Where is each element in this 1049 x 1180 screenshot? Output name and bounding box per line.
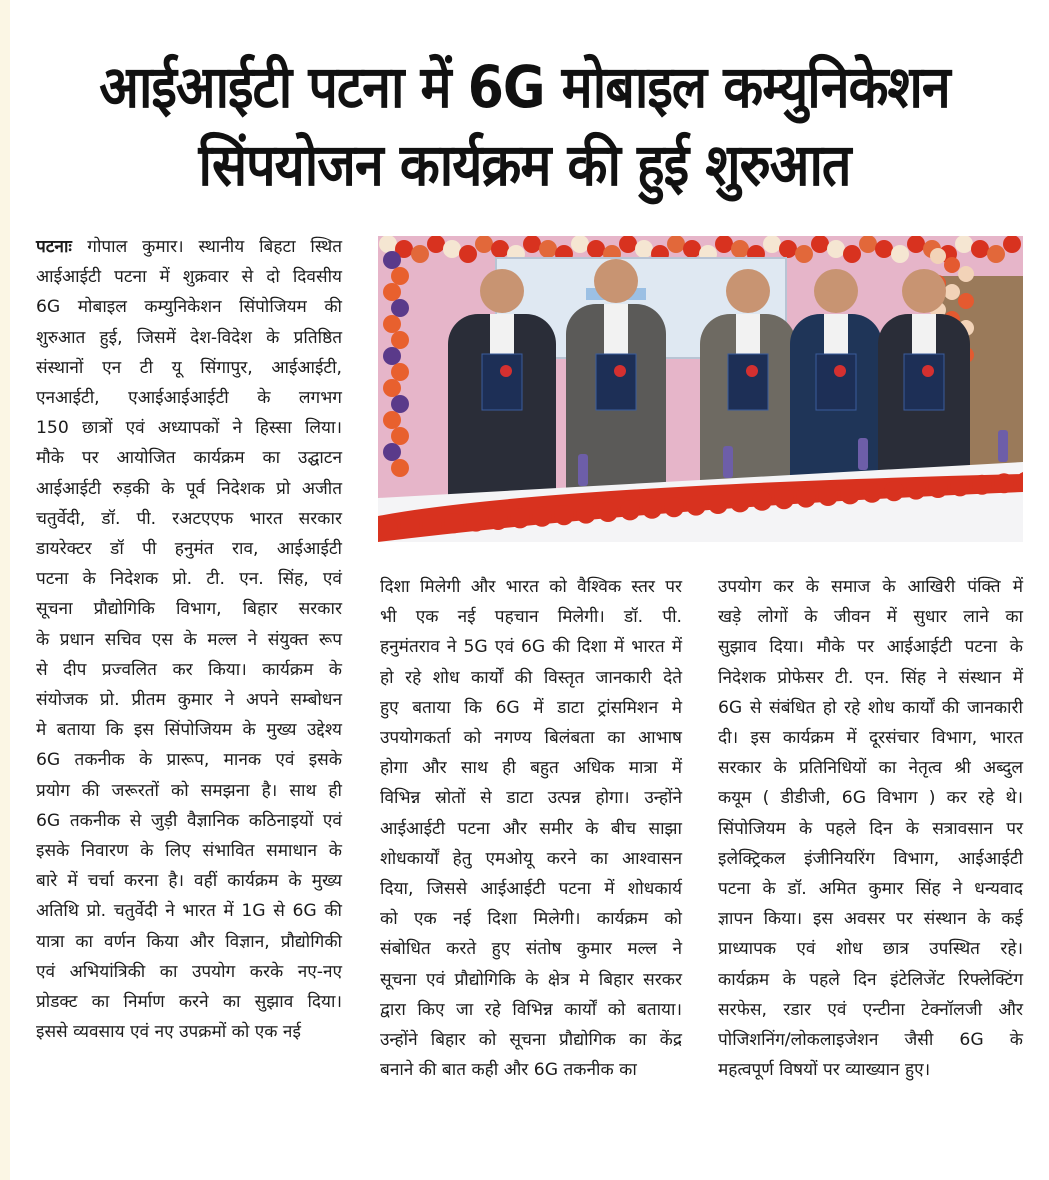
article-line: शोधकार्यों हेतु एमओयू करने का आश्वासन [380, 848, 682, 869]
flower-decoration [635, 240, 653, 258]
article-line: बारे में चर्चा करना है। वहीं कार्यक्रम के मुख्य [36, 871, 342, 892]
flower-decoration [587, 240, 605, 258]
water-bottle [998, 430, 1008, 462]
table-flower [488, 510, 508, 530]
article-line: एनआईटी, एआईआईआईटी के लगभग [36, 388, 342, 409]
article-line: विभिन्न स्रोतों से डाटा उत्पन्न होगा। उन्होंने [380, 788, 682, 809]
article-line: सूचना प्रौद्योगिकि विभाग, बिहार सरकार [36, 599, 342, 620]
water-bottle [723, 446, 733, 478]
table-flower [796, 488, 816, 508]
article-column-2 [380, 572, 682, 1085]
flower-decoration [958, 293, 974, 309]
flower-decoration [383, 443, 401, 461]
flower-decoration [411, 245, 429, 263]
headline-line-1: आईआईटी पटना में 6G मोबाइल कम्युनिकेशन [99, 54, 950, 123]
article-line: दी। इस कार्यक्रम में दूरसंचार विभाग, भारत [718, 728, 1023, 749]
article-line: उपयोग कर के समाज के आखिरी पंक्ति में [718, 577, 1023, 597]
article-line: पटना के डॉ. अमित कुमार सिंह ने धन्यवाद [718, 879, 1023, 900]
flower-decoration [383, 315, 401, 333]
article-line: कयूम ( डीडीजी, 6G विभाग ) कर रहे थे। [718, 788, 1023, 809]
article-line: खड़े लोगों के जीवन में सुधार लाने का [718, 607, 1023, 628]
table-flower [620, 500, 640, 520]
article-line: चतुर्वेदी, डॉ. पी. रअटएएफ भारत सरकार [36, 508, 342, 529]
person-1-face [480, 269, 524, 313]
article-line: यात्रा का वर्णन किया और विज्ञान, प्रौद्योगिकी [36, 931, 342, 952]
flower-decoration [391, 459, 409, 477]
article-line: अतिथि प्रो. चतुर्वेदी ने भारत में 1G से 6G की [36, 901, 342, 922]
article-line: शुरुआत हुई, जिसमें देश-विदेश के प्रतिष्ठित [36, 327, 342, 348]
booklet-logo [922, 365, 934, 377]
article-line: 6G तकनीक से जुड़ी वैज्ञानिक कठिनाइयों एवं [36, 810, 342, 831]
table-flower [422, 515, 442, 535]
table-flower [686, 496, 706, 516]
water-bottle [578, 454, 588, 486]
flower-decoration [391, 427, 409, 445]
article-line: सूचना एवं प्रौद्योगिकि के क्षेत्र मे बिहार सरकर [380, 969, 682, 990]
table-flower [752, 491, 772, 511]
news-photo-illustration [378, 236, 1023, 542]
article-line: 6G तकनीक के प्रारूप, मानक एवं इसके [36, 750, 342, 771]
booklet-logo [500, 365, 512, 377]
flower-decoration [944, 284, 960, 300]
article-line: मौके पर आयोजित कार्यक्रम का उद्घाटन [36, 448, 342, 469]
table-flower [840, 484, 860, 504]
flower-decoration [779, 240, 797, 258]
flower-decoration [971, 240, 989, 258]
headline-line-2: सिंपयोजन कार्यक्रम की हुई शुरुआत [198, 132, 851, 201]
article-column-1 [36, 232, 342, 1047]
headline [0, 49, 1049, 205]
flower-decoration [731, 240, 749, 258]
article-line: दिया, जिससे आईआईटी पटना में शोधकार्य [380, 879, 682, 900]
flower-decoration [491, 240, 509, 258]
flower-decoration [987, 245, 1005, 263]
table-flower [950, 476, 970, 496]
table-flower [994, 473, 1014, 493]
article-line: संबोधित करते हुए संतोष कुमार मल्ल ने [380, 939, 682, 960]
article-line: 6G से संबंधित हो रहे शोध कार्यों की जानकारी [718, 697, 1023, 718]
article-line: पटना के निदेशक प्रो. टी. एन. सिंह, एवं [36, 569, 342, 590]
flower-decoration [930, 248, 946, 264]
water-bottle [858, 438, 868, 470]
article-line-text: गोपाल कुमार। स्थानीय बिहटा स्थित [87, 237, 343, 257]
person-5-face [902, 269, 946, 313]
dateline: पटनाः [36, 237, 88, 257]
article-column-3 [718, 572, 1023, 1085]
table-flower [906, 480, 926, 500]
table-flower [730, 492, 750, 512]
table-flower [466, 512, 486, 532]
article-line: सरकार के प्रतिनिधियों का नेतृत्व श्री अब्दुल [718, 758, 1023, 779]
flower-decoration [958, 266, 974, 282]
article-line: उन्होंने बिहार को सूचना प्रौद्योगिक का केंद्र [380, 1030, 682, 1051]
table-flower [642, 499, 662, 519]
person-3-face [726, 269, 770, 313]
article-line: से दीप प्रज्वलित कर किया। कार्यक्रम के [36, 659, 342, 680]
booklet-logo [746, 365, 758, 377]
person-3-booklet [728, 354, 768, 410]
article-line: उपयोगकर्ता को नगण्य बिलंबता का आभाष [380, 728, 682, 749]
flower-decoration [795, 245, 813, 263]
flower-decoration [391, 395, 409, 413]
article-line [36, 232, 342, 262]
flower-decoration [391, 331, 409, 349]
person-5-booklet [904, 354, 944, 410]
flower-decoration [875, 240, 893, 258]
article-line: निदेशक प्रोफेसर टी. एन. सिंह ने संस्थान में [718, 667, 1023, 688]
table-flower [554, 505, 574, 525]
flower-decoration [843, 245, 861, 263]
article-line: आईआईटी पटना में शुक्रवार से दो दिवसीय [36, 267, 342, 288]
person-2-face [594, 259, 638, 303]
table-flower [444, 513, 464, 533]
article-line: भी एक नई पहचान मिलेगी। डॉ. पी. [380, 607, 682, 628]
article-line: 150 छात्रों एवं अध्यापकों ने हिस्सा लिया। [36, 418, 342, 439]
article-line: कार्यक्रम के पहले दिन इंटेलिजेंट रिफ्लेक्टिंग [718, 969, 1023, 990]
table-flower [576, 504, 596, 524]
table-flower [818, 486, 838, 506]
article-line: सुझाव दिया। मौके पर आईआईटी पटना के [718, 637, 1023, 658]
article-line: डायरेक्टर डॉ पी हनुमंत राव, आईआईटी [36, 539, 342, 560]
article-line: महत्वपूर्ण विषयों पर व्याख्यान हुए। [718, 1060, 931, 1081]
table-flower [928, 478, 948, 498]
article-line: संयोजक प्रो. प्रीतम कुमार ने अपने सम्बोधन [36, 690, 342, 711]
booklet-logo [614, 365, 626, 377]
article-line: बनाने की बात कही और 6G तकनीक का [380, 1060, 637, 1081]
article-line: को एक नई दिशा मिलेगी। कार्यक्रम को [380, 909, 682, 930]
article-line: दिशा मिलेगी और भारत को वैश्विक स्तर पर [380, 577, 682, 597]
flower-decoration [383, 283, 401, 301]
article-line: सरफेस, रडार एवं एन्टीना टेक्नॉलजी और [718, 999, 1023, 1020]
article-line: मे बताया कि इस सिंपोजियम के मुख्य उद्देश्य [36, 720, 342, 741]
flower-decoration [683, 240, 701, 258]
article-line: एवं अभियांत्रिकी का उपयोग करके नए-नए [36, 961, 342, 982]
article-line: प्राध्यापक एवं शोध छात्र उपस्थित रहे। [718, 939, 1023, 960]
flower-decoration [443, 240, 461, 258]
flower-decoration [539, 240, 557, 258]
article-line: प्रयोग की जरूरतों को समझना है। साथ ही [36, 780, 342, 801]
news-photo [378, 236, 1023, 542]
table-flower [972, 475, 992, 495]
table-flower [774, 489, 794, 509]
table-flower [400, 516, 420, 536]
flower-decoration [383, 251, 401, 269]
table-flower [884, 481, 904, 501]
article-line: प्रोडक्ट का निर्माण करने का सुझाव दिया। [36, 992, 342, 1013]
article-line: आईआईटी रुड़की के पूर्व निदेशक प्रो अजीत [36, 478, 342, 499]
flower-decoration [944, 257, 960, 273]
article-line: हनुमंतराव ने 5G एवं 6G की दिशा में भारत में [380, 637, 682, 658]
article-line: आईआईटी पटना और समीर के बीच साझा [380, 818, 682, 839]
article-line: के प्रधान सचिव एस के मल्ल ने संयुक्त रूप [36, 629, 342, 650]
person-2-booklet [596, 354, 636, 410]
table-flower [510, 508, 530, 528]
flower-decoration [391, 299, 409, 317]
table-flower [532, 507, 552, 527]
article-line: पोजिशनिंग/लोकलाइजेशन जैसी 6G के [718, 1030, 1023, 1051]
table-flower [378, 518, 398, 538]
article-line: इलेक्ट्रिकल इंजीनियरिंग विभाग, आईआईटी [718, 848, 1023, 869]
flower-decoration [383, 379, 401, 397]
article-line: इससे व्यवसाय एवं नए उपक्रमों को एक नई [36, 1022, 301, 1043]
article-line: हो रहे शोध कार्यों की विस्तृत जानकारी देते [380, 667, 682, 688]
flower-decoration [391, 363, 409, 381]
article-line: संस्थानों एन टी यू सिंगापुर, आईआईटी, [36, 357, 342, 378]
flower-decoration [391, 267, 409, 285]
article-line: होगा और साथ ही बहुत अधिक मात्रा में [380, 758, 682, 779]
article-line: सिंपोजियम के पहले दिन के सत्रावसान पर [718, 818, 1023, 839]
article-line: ज्ञापन किया। इस अवसर पर संस्थान के कई [718, 909, 1023, 930]
article-line: इसके निवारण के लिए संभावित समाधान के [36, 841, 342, 862]
article-line: द्वारा किए जा रहे विभिन्न कार्यों को बताया। [380, 999, 682, 1020]
table-flower [708, 494, 728, 514]
article-line: 6G मोबाइल कम्युनिकेशन सिंपोजियम की [36, 297, 342, 318]
flower-decoration [383, 347, 401, 365]
flower-decoration [827, 240, 845, 258]
table-flower [664, 497, 684, 517]
booklet-logo [834, 365, 846, 377]
flower-decoration [891, 245, 909, 263]
person-4-face [814, 269, 858, 313]
table-flower [598, 502, 618, 522]
person-4-booklet [816, 354, 856, 410]
flower-decoration [383, 411, 401, 429]
table-flower [862, 483, 882, 503]
article-line: हुए बताया कि 6G में डाटा ट्रांसमिशन मे [380, 697, 682, 718]
flower-decoration [459, 245, 477, 263]
person-1-booklet [482, 354, 522, 410]
